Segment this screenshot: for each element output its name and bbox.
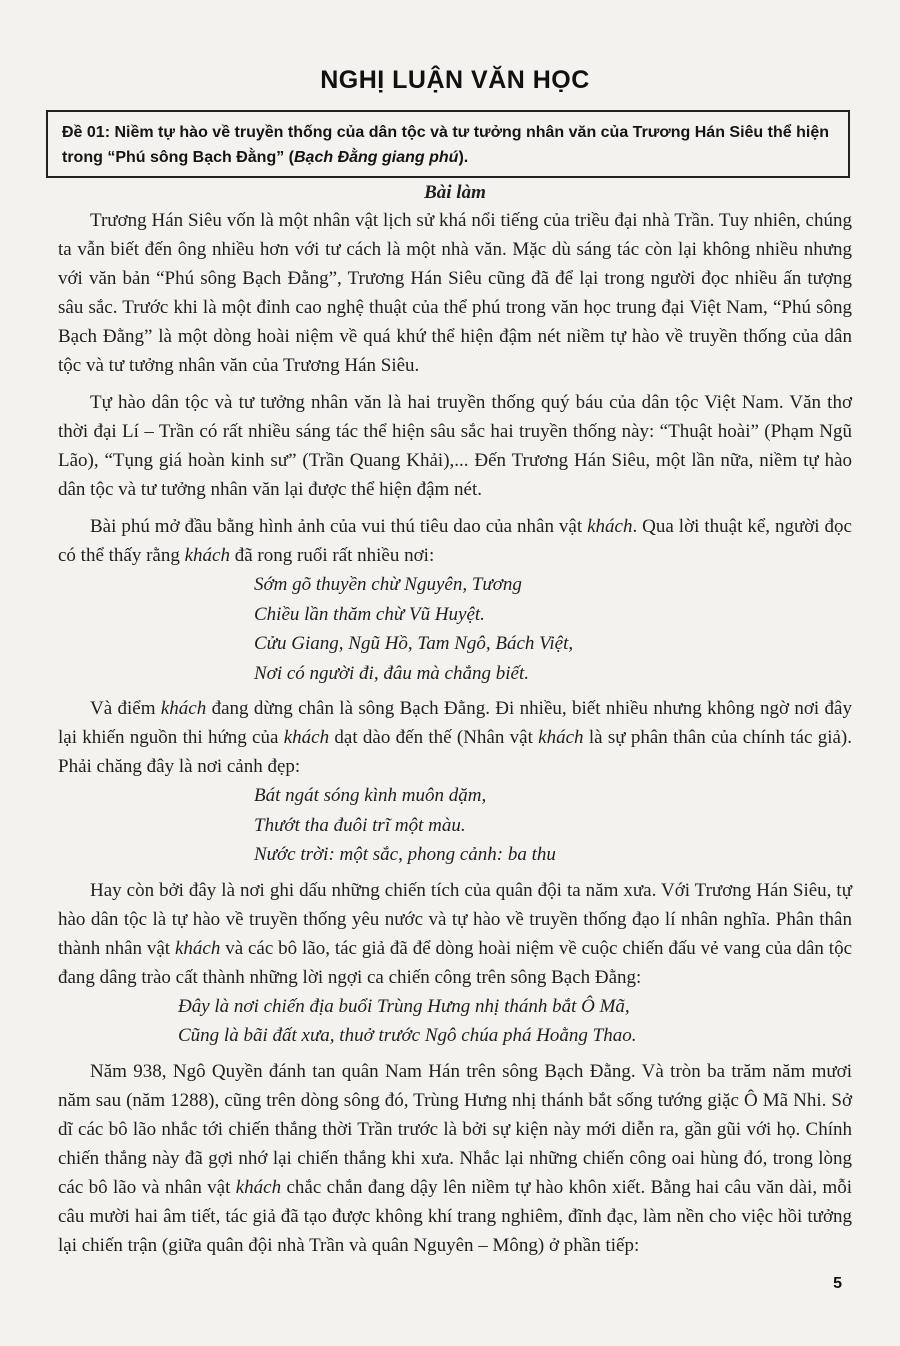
text-span: Năm 938, Ngô Quyền đánh tan quân Nam Hán trên sông Bạch Đằng. Và tròn ba trăm năm mươi năm sau (năm 1288), cũng trên dòng sông đó, Trùng Hưng nhị thánh bắt sống tướng giặc Ô Mã Nhi. Sở dĩ các bô lão nhắc tới chiến thắng thời Trần trước là bởi sự kiện này mới diễn ra, gần gũi với họ. Chính chiến thắng này đã gợi nhớ lại chiến thắng khi xưa. Nhắc lại những chiến công oai hùng đó, trong lòng các bô lão và nhân vật — [58, 1060, 852, 1198]
khach-term: khách — [587, 516, 633, 537]
poem-line: Cửu Giang, Ngũ Hồ, Tam Ngô, Bách Việt, — [254, 633, 574, 654]
text-span: dạt dào đến thế (Nhân vật — [329, 727, 539, 748]
text-span: đã rong ruổi rất nhiều nơi: — [230, 545, 435, 566]
khach-term: khách — [538, 727, 584, 748]
text-span: Hay còn bởi đây là nơi ghi dấu những chiến tích của quân đội ta năm xưa. Với Trương Hán Siêu, tự hào dân tộc là tự hào về truyền thống yêu nước và tự hào về truyền thống đạo lí nhân nghĩa. Phân thân thành nhân vật — [58, 879, 852, 959]
paragraph-1: Trương Hán Siêu vốn là một nhân vật lịch sử khá nổi tiếng của triều đại nhà Trần. Tuy nhiên, chúng ta vẫn biết đến ông nhiều hơn với tư cách là một nhà văn. Mặc dù sáng tác còn lại không nhiều nhưng với văn bản “Phú sông Bạch Đằng”, Trương Hán Siêu cũng đã để lại trong người đọc nhiều ấn tượng sâu sắc. Trước khi là một đỉnh cao nghệ thuật của thể phú trong văn học trung đại Việt Nam, “Phú sông Bạch Đằng” là một dòng hoài niệm về quá khứ thể hiện đậm nét niềm tự hào về truyền thống của dân tộc và tư tưởng nhân văn của Trương Hán Siêu. — [58, 210, 852, 376]
text-span: là sự phân thân của chính tác giả). Phải chăng đây là nơi cảnh đẹp: — [58, 727, 852, 777]
paragraph-3 — [58, 512, 852, 570]
poem-line: Bát ngát sóng kình muôn dặm, — [254, 785, 487, 806]
essay-heading: Bài làm — [424, 182, 486, 203]
text-span: Bài phú mở đầu bằng hình ảnh của vui thú tiêu dao của nhân vật — [90, 516, 588, 537]
text-span: và các bô lão, tác giả đã để dòng hoài niệm về cuộc chiến đấu vẻ vang của dân tộc đang dâng trào cất thành những lời ngợi ca chiến công trên sông Bạch Đằng: — [58, 937, 852, 988]
topic-prefix: Đề 01: Niềm tự hào về truyền thống của dân tộc và tư tưởng nhân văn của Trương Hán Siêu thể hiện trong — [62, 124, 829, 166]
poem-line: Chiều lần thăm chừ Vũ Huyệt. — [254, 603, 485, 625]
poem-line: Nước trời: một sắc, phong cảnh: ba thu — [254, 844, 556, 865]
text-span: . Qua lời thuật kể, người đọc có thể thấy rằng — [58, 516, 852, 566]
topic-work-title: “Phú sông Bạch Đằng” ( — [107, 149, 294, 166]
poem-excerpt-1 — [58, 570, 852, 688]
page-number: 5 — [833, 1275, 842, 1292]
paragraph-4 — [58, 694, 852, 781]
text-span: Và điểm — [90, 698, 161, 719]
poem-line: Nơi có người đi, đâu mà chẳng biết. — [254, 662, 529, 684]
poem-line: Đây là nơi chiến địa buổi Trùng Hưng nhị thánh bắt Ô Mã, — [178, 995, 630, 1017]
poem-line: Cũng là bãi đất xưa, thuở trước Ngô chúa phá Hoằng Thao. — [178, 1025, 637, 1046]
essay-body — [58, 180, 852, 1260]
topic-work-alt: Bạch Đằng giang phú — [294, 149, 459, 166]
book-page — [0, 66, 900, 1346]
poem-line: Thướt tha đuôi trĩ một màu. — [254, 814, 466, 836]
paragraph-2: Tự hào dân tộc và tư tưởng nhân văn là hai truyền thống quý báu của dân tộc Việt Nam. Văn thơ thời đại Lí – Trần có rất nhiều sáng tác thể hiện sâu sắc hai truyền thống này: “Thuật hoài” (Phạm Ngũ Lão), “Tụng giá hoàn kinh sư” (Trần Quang Khải),... Đến Trương Hán Siêu, một lần nữa, niềm tự hào dân tộc và tư tưởng nhân văn lại được thể hiện đậm nét. — [58, 392, 852, 500]
paragraph-5 — [58, 876, 852, 992]
khach-term: khách — [184, 545, 230, 566]
khach-term: khách — [235, 1176, 282, 1198]
paragraph-6 — [58, 1057, 852, 1260]
khach-term: khách — [283, 727, 330, 748]
poem-excerpt-3 — [58, 992, 852, 1051]
khach-term: khách — [174, 937, 221, 959]
topic-suffix: ). — [458, 149, 469, 166]
khach-term: khách — [160, 698, 207, 719]
poem-line: Sớm gõ thuyền chừ Nguyên, Tương — [254, 574, 522, 595]
text-span: đang dừng chân là sông Bạch Đằng. Đi nhiều, biết nhiều nhưng không ngờ nơi đây lại khiến nguồn thi hứng của — [58, 698, 852, 748]
page-title: NGHỊ LUẬN VĂN HỌC — [320, 66, 590, 94]
poem-excerpt-2 — [58, 781, 852, 870]
text-span: chắc chắn đang dậy lên niềm tự hào khôn xiết. Bằng hai câu văn dài, mỗi câu mười hai âm tiết, tác giả đã tạo được không khí trang nghiêm, đĩnh đạc, làm nền cho việc hồi tưởng lại chiến trận (giữa quân đội nhà Trần và quân Nguyên – Mông) ở phần tiếp: — [58, 1176, 852, 1256]
topic-box — [46, 110, 850, 178]
